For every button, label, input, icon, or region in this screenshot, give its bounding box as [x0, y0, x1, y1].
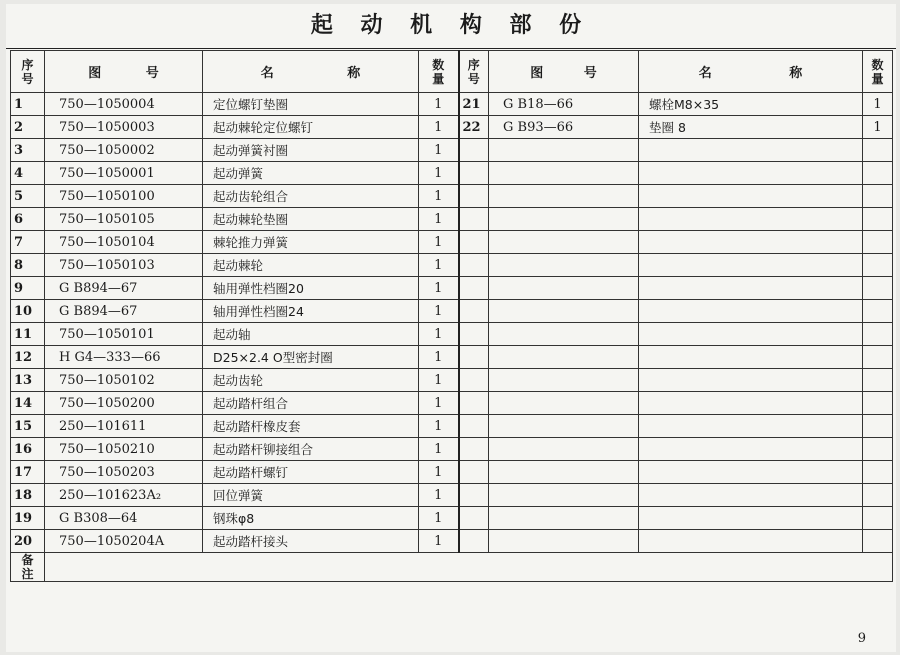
- seq-cell-right: [459, 507, 489, 530]
- seq-cell: 17: [11, 461, 45, 484]
- name-cell: 起动棘轮: [203, 254, 419, 277]
- name-cell: 回位弹簧: [203, 484, 419, 507]
- qty-cell: 1: [419, 323, 459, 346]
- qty-cell-right: [863, 507, 893, 530]
- name-cell: 轴用弹性档圈20: [203, 277, 419, 300]
- qty-cell: 1: [419, 208, 459, 231]
- code-cell: 750—1050103: [45, 254, 203, 277]
- name-cell: 起动棘轮定位螺钉: [203, 116, 419, 139]
- seq-cell: 3: [11, 139, 45, 162]
- name-cell-right: [639, 369, 863, 392]
- seq-cell: 5: [11, 185, 45, 208]
- name-cell-right: 螺栓M8×35: [639, 93, 863, 116]
- qty-cell: 1: [419, 346, 459, 369]
- name-cell: 起动齿轮: [203, 369, 419, 392]
- name-cell: 起动踏杆接头: [203, 530, 419, 553]
- qty-cell: 1: [419, 392, 459, 415]
- page-title: 起 动 机 构 部 份: [6, 4, 896, 49]
- name-cell-right: [639, 346, 863, 369]
- seq-cell: 18: [11, 484, 45, 507]
- name-cell: 轴用弹性档圈24: [203, 300, 419, 323]
- seq-cell-right: [459, 231, 489, 254]
- qty-cell-right: [863, 392, 893, 415]
- qty-cell: 1: [419, 369, 459, 392]
- name-cell-right: [639, 438, 863, 461]
- code-cell: 750—1050104: [45, 231, 203, 254]
- qty-cell: 1: [419, 254, 459, 277]
- seq-cell-right: [459, 208, 489, 231]
- table-row: [11, 415, 893, 438]
- name-cell-right: [639, 208, 863, 231]
- code-cell-right: [489, 507, 639, 530]
- name-cell-right: [639, 139, 863, 162]
- qty-cell-right: [863, 254, 893, 277]
- header-name-right: 名 称: [639, 51, 863, 93]
- code-cell-right: G B18—66: [489, 93, 639, 116]
- qty-cell: 1: [419, 277, 459, 300]
- name-cell: 起动齿轮组合: [203, 185, 419, 208]
- code-cell: 750—1050003: [45, 116, 203, 139]
- seq-cell-right: [459, 392, 489, 415]
- header-name: 名 称: [203, 51, 419, 93]
- parts-table: [10, 50, 893, 582]
- remarks-row: [11, 553, 893, 582]
- code-cell-right: [489, 185, 639, 208]
- seq-cell-right: [459, 323, 489, 346]
- code-cell: 750—1050002: [45, 139, 203, 162]
- name-cell-right: [639, 254, 863, 277]
- code-cell: 750—1050100: [45, 185, 203, 208]
- qty-cell-right: [863, 530, 893, 553]
- seq-cell-right: [459, 484, 489, 507]
- name-cell-right: [639, 162, 863, 185]
- name-cell-right: [639, 415, 863, 438]
- table-row: [11, 185, 893, 208]
- seq-cell: 4: [11, 162, 45, 185]
- name-cell-right: [639, 461, 863, 484]
- code-cell: 750—1050004: [45, 93, 203, 116]
- name-cell-right: [639, 300, 863, 323]
- seq-cell-right: [459, 346, 489, 369]
- code-cell-right: [489, 208, 639, 231]
- seq-cell: 19: [11, 507, 45, 530]
- qty-cell-right: [863, 300, 893, 323]
- seq-cell-right: [459, 162, 489, 185]
- seq-cell: 2: [11, 116, 45, 139]
- name-cell: 起动踏杆螺钉: [203, 461, 419, 484]
- qty-cell: 1: [419, 438, 459, 461]
- code-cell: 750—1050001: [45, 162, 203, 185]
- seq-cell: 10: [11, 300, 45, 323]
- seq-cell: 15: [11, 415, 45, 438]
- seq-cell: 12: [11, 346, 45, 369]
- qty-cell-right: [863, 277, 893, 300]
- qty-cell: 1: [419, 139, 459, 162]
- code-cell-right: G B93—66: [489, 116, 639, 139]
- name-cell-right: [639, 484, 863, 507]
- code-cell-right: [489, 369, 639, 392]
- header-qty: 数 量: [419, 51, 459, 93]
- name-cell-right: 垫圈 8: [639, 116, 863, 139]
- seq-cell-right: [459, 277, 489, 300]
- code-cell-right: [489, 277, 639, 300]
- table-row: [11, 277, 893, 300]
- name-cell: 起动轴: [203, 323, 419, 346]
- seq-cell: 14: [11, 392, 45, 415]
- qty-cell-right: [863, 438, 893, 461]
- code-cell: 750—1050105: [45, 208, 203, 231]
- seq-cell-right: [459, 300, 489, 323]
- name-cell-right: [639, 277, 863, 300]
- qty-cell: 1: [419, 415, 459, 438]
- seq-cell: 6: [11, 208, 45, 231]
- seq-cell: 8: [11, 254, 45, 277]
- name-cell-right: [639, 323, 863, 346]
- table-row: [11, 530, 893, 553]
- table-row: [11, 208, 893, 231]
- seq-cell: 1: [11, 93, 45, 116]
- code-cell: 750—1050204A: [45, 530, 203, 553]
- qty-cell-right: [863, 484, 893, 507]
- code-cell-right: [489, 323, 639, 346]
- code-cell: 750—1050102: [45, 369, 203, 392]
- table-row: [11, 116, 893, 139]
- seq-cell-right: [459, 185, 489, 208]
- header-qty-right: 数 量: [863, 51, 893, 93]
- seq-cell: 7: [11, 231, 45, 254]
- qty-cell: 1: [419, 300, 459, 323]
- seq-cell: 9: [11, 277, 45, 300]
- code-cell-right: [489, 231, 639, 254]
- document-page: [6, 4, 896, 652]
- table-row: [11, 438, 893, 461]
- seq-cell: 20: [11, 530, 45, 553]
- qty-cell: 1: [419, 93, 459, 116]
- qty-cell-right: [863, 323, 893, 346]
- remarks-label: 备 注: [11, 553, 45, 582]
- code-cell-right: [489, 530, 639, 553]
- name-cell-right: [639, 392, 863, 415]
- code-cell-right: [489, 392, 639, 415]
- code-cell: G B894—67: [45, 300, 203, 323]
- code-cell: G B894—67: [45, 277, 203, 300]
- seq-cell-right: [459, 369, 489, 392]
- seq-cell: 11: [11, 323, 45, 346]
- qty-cell-right: [863, 461, 893, 484]
- qty-cell: 1: [419, 162, 459, 185]
- remarks-content: [45, 553, 893, 582]
- table-row: [11, 392, 893, 415]
- seq-cell-right: [459, 139, 489, 162]
- code-cell-right: [489, 346, 639, 369]
- name-cell: 起动棘轮垫圈: [203, 208, 419, 231]
- seq-cell: 13: [11, 369, 45, 392]
- code-cell-right: [489, 139, 639, 162]
- name-cell: 起动踏杆组合: [203, 392, 419, 415]
- code-cell-right: [489, 254, 639, 277]
- code-cell-right: [489, 300, 639, 323]
- seq-cell-right: [459, 415, 489, 438]
- header-seq: 序 号: [11, 51, 45, 93]
- qty-cell-right: [863, 369, 893, 392]
- qty-cell-right: [863, 208, 893, 231]
- code-cell: 250—101611: [45, 415, 203, 438]
- qty-cell: 1: [419, 484, 459, 507]
- table-row: [11, 507, 893, 530]
- header-code-right: 图 号: [489, 51, 639, 93]
- qty-cell: 1: [419, 116, 459, 139]
- qty-cell: 1: [419, 185, 459, 208]
- code-cell: 750—1050200: [45, 392, 203, 415]
- table-row: [11, 369, 893, 392]
- qty-cell: 1: [419, 461, 459, 484]
- code-cell: 750—1050203: [45, 461, 203, 484]
- table-row: [11, 461, 893, 484]
- name-cell: 起动踏杆橡皮套: [203, 415, 419, 438]
- qty-cell-right: [863, 162, 893, 185]
- qty-cell-right: [863, 346, 893, 369]
- name-cell: 起动弹簧衬圈: [203, 139, 419, 162]
- code-cell-right: [489, 162, 639, 185]
- table-row: [11, 254, 893, 277]
- code-cell: H G4—333—66: [45, 346, 203, 369]
- header-seq-right: 序 号: [459, 51, 489, 93]
- code-cell-right: [489, 415, 639, 438]
- header-code: 图 号: [45, 51, 203, 93]
- seq-cell-right: [459, 254, 489, 277]
- table-row: [11, 93, 893, 116]
- code-cell: G B308—64: [45, 507, 203, 530]
- table-row: [11, 300, 893, 323]
- qty-cell-right: [863, 139, 893, 162]
- code-cell-right: [489, 438, 639, 461]
- name-cell: 棘轮推力弹簧: [203, 231, 419, 254]
- name-cell-right: [639, 530, 863, 553]
- name-cell: D25×2.4 O型密封圈: [203, 346, 419, 369]
- name-cell-right: [639, 231, 863, 254]
- seq-cell-right: [459, 438, 489, 461]
- table-row: [11, 162, 893, 185]
- code-cell: 750—1050210: [45, 438, 203, 461]
- seq-cell-right: 22: [459, 116, 489, 139]
- qty-cell-right: 1: [863, 93, 893, 116]
- name-cell-right: [639, 507, 863, 530]
- name-cell-right: [639, 185, 863, 208]
- qty-cell: 1: [419, 530, 459, 553]
- name-cell: 钢珠φ8: [203, 507, 419, 530]
- table-row: [11, 484, 893, 507]
- table-row: [11, 323, 893, 346]
- table-row: [11, 346, 893, 369]
- table-row: [11, 231, 893, 254]
- seq-cell-right: [459, 461, 489, 484]
- seq-cell: 16: [11, 438, 45, 461]
- name-cell: 定位螺钉垫圈: [203, 93, 419, 116]
- table-header-row: [11, 51, 893, 93]
- qty-cell-right: [863, 415, 893, 438]
- qty-cell: 1: [419, 231, 459, 254]
- code-cell: 750—1050101: [45, 323, 203, 346]
- seq-cell-right: 21: [459, 93, 489, 116]
- qty-cell-right: [863, 185, 893, 208]
- name-cell: 起动踏杆铆接组合: [203, 438, 419, 461]
- table-row: [11, 139, 893, 162]
- page-number: 9: [857, 631, 866, 646]
- seq-cell-right: [459, 530, 489, 553]
- qty-cell-right: [863, 231, 893, 254]
- name-cell: 起动弹簧: [203, 162, 419, 185]
- qty-cell-right: 1: [863, 116, 893, 139]
- code-cell-right: [489, 484, 639, 507]
- code-cell-right: [489, 461, 639, 484]
- qty-cell: 1: [419, 507, 459, 530]
- code-cell: 250—101623A₂: [45, 484, 203, 507]
